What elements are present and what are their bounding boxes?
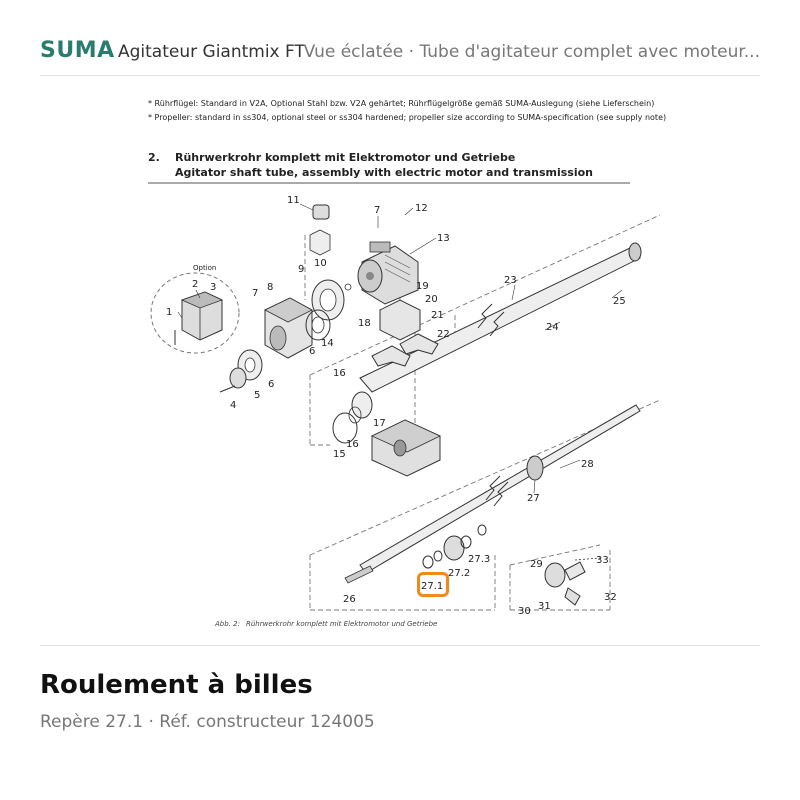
header-divider (40, 75, 760, 76)
callout-33[interactable]: 33 (596, 555, 609, 566)
callout-14[interactable]: 14 (321, 338, 334, 349)
callout-7b[interactable]: 7 (374, 205, 381, 216)
propeller-hub-29-33 (545, 558, 600, 605)
content-divider (40, 645, 760, 646)
callout-17[interactable]: 17 (373, 418, 386, 429)
option-label: Option (193, 264, 217, 272)
callout-31[interactable]: 31 (538, 601, 551, 612)
figure-caption-text: Rührwerkrohr komplett mit Elektromotor und Getriebe (246, 620, 438, 628)
callout-10[interactable]: 10 (314, 258, 327, 269)
callout-5[interactable]: 5 (254, 390, 261, 401)
callout-15[interactable]: 15 (333, 449, 346, 460)
callout-6a[interactable]: 6 (268, 379, 275, 390)
figure-caption-ref: Abb. 2: (215, 620, 240, 628)
callout-20[interactable]: 20 (425, 294, 438, 305)
callout-1[interactable]: 1 (166, 307, 173, 318)
callout-18[interactable]: 18 (358, 318, 371, 329)
flange-9-10 (312, 280, 351, 320)
callout-24[interactable]: 24 (546, 322, 559, 333)
callout-27-1[interactable]: 27.1 (421, 581, 444, 592)
exploded-view-diagram (40, 80, 760, 640)
header (0, 0, 800, 76)
callout-29[interactable]: 29 (530, 559, 543, 570)
section-title-de: Rührwerkrohr komplett mit Elektromotor und Getriebe (175, 151, 516, 164)
callout-30[interactable]: 30 (518, 606, 531, 617)
callout-7a[interactable]: 7 (252, 288, 259, 299)
callout-16b[interactable]: 16 (346, 439, 359, 450)
callout-28[interactable]: 28 (581, 459, 594, 470)
callout-27-2[interactable]: 27.2 (448, 568, 471, 579)
callout-11[interactable]: 11 (287, 195, 300, 206)
callout-26[interactable]: 26 (343, 594, 356, 605)
callout-4[interactable]: 4 (230, 400, 237, 411)
part-reference: Repère 27.1 · Réf. constructeur 124005 (40, 712, 375, 732)
callout-6b[interactable]: 6 (309, 346, 316, 357)
callout-8[interactable]: 8 (267, 282, 274, 293)
callout-21[interactable]: 21 (431, 310, 444, 321)
callout-27[interactable]: 27 (527, 493, 540, 504)
electric-motor-13 (358, 242, 418, 304)
breadcrumb[interactable]: Vue éclatée · Tube d'agitateur complet avec moteur... (303, 42, 760, 62)
pin-26 (345, 566, 373, 583)
selected-callout-highlight[interactable] (417, 572, 449, 597)
flange-5-6 (220, 350, 262, 392)
callout-27-3[interactable]: 27.3 (468, 554, 491, 565)
callout-3[interactable]: 3 (210, 282, 217, 293)
callout-16a[interactable]: 16 (333, 368, 346, 379)
note-english: * Propeller: standard in ss304, optional steel or ss304 hardened; propeller size according to SUMA-specification (see supply note) (148, 113, 667, 122)
section-title-en: Agitator shaft tube, assembly with electric motor and transmission (175, 166, 593, 179)
callout-25[interactable]: 25 (613, 296, 626, 307)
callout-32[interactable]: 32 (604, 592, 617, 603)
callout-12[interactable]: 12 (415, 203, 428, 214)
section-number: 2. (148, 151, 160, 164)
callout-22[interactable]: 22 (437, 329, 450, 340)
brand-logo[interactable]: SUMA (40, 38, 115, 63)
terminal-box-11 (310, 205, 330, 255)
machine-model: Agitateur Giantmix FT (118, 42, 305, 62)
callout-13[interactable]: 13 (437, 233, 450, 244)
callout-9[interactable]: 9 (298, 264, 305, 275)
part-title: Roulement à billes (40, 670, 313, 700)
callout-2[interactable]: 2 (192, 279, 199, 290)
note-german: * Rührflügel: Standard in V2A, Optional Stahl bzw. V2A gehärtet; Rührflügelgröße gemäß SUMA-Auslegung (siehe Lieferschein) (148, 99, 655, 108)
callout-19[interactable]: 19 (416, 281, 429, 292)
callout-23[interactable]: 23 (504, 275, 517, 286)
flanges-14-15-16 (333, 392, 372, 443)
